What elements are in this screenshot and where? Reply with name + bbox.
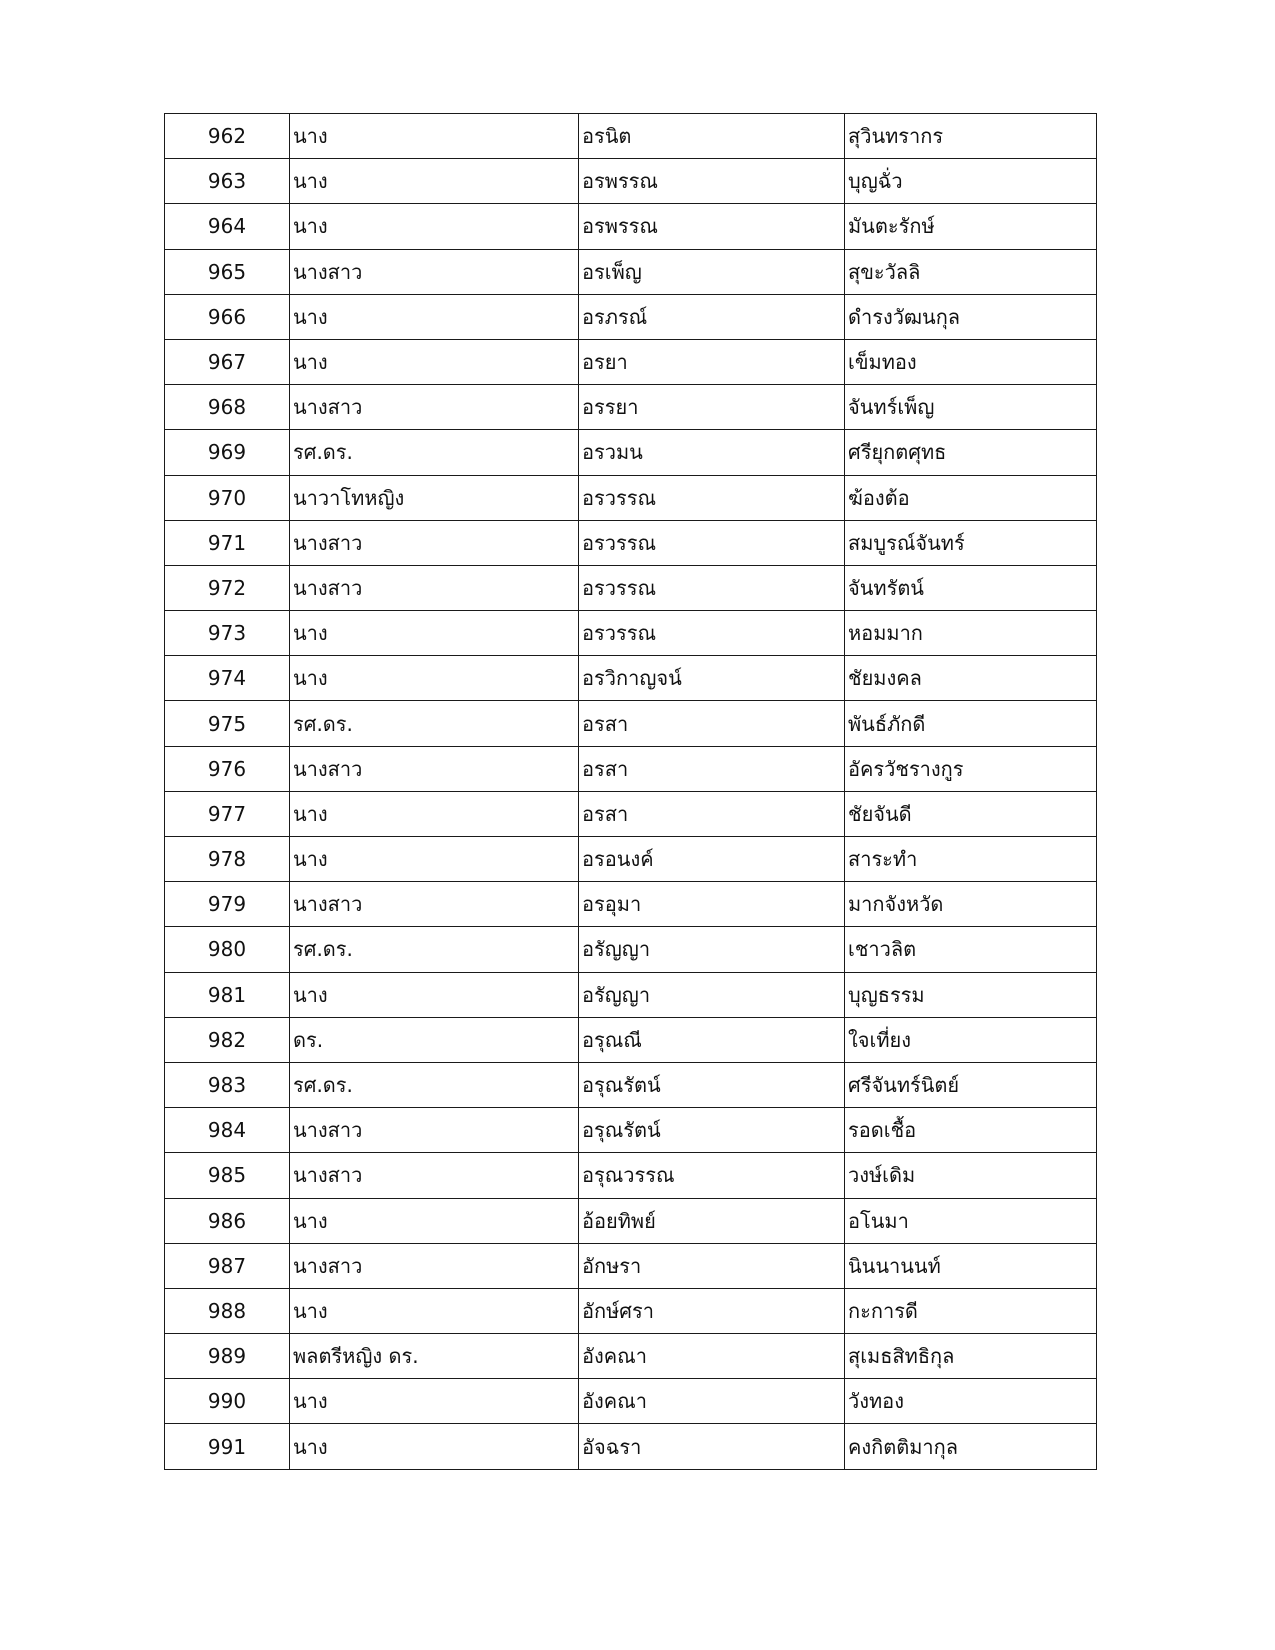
last-name-cell: บุญฉั่ว	[845, 159, 1097, 204]
table-row	[165, 430, 1097, 475]
name-list-table	[164, 113, 1097, 1470]
row-number-cell: 982	[165, 1017, 290, 1062]
title-prefix-cell: นางสาว	[290, 385, 579, 430]
table-row	[165, 1153, 1097, 1198]
last-name-cell: อัครวัชรางกูร	[845, 746, 1097, 791]
title-prefix-cell: นาง	[290, 791, 579, 836]
first-name-cell: อรสา	[579, 701, 845, 746]
title-prefix-cell: นางสาว	[290, 520, 579, 565]
title-prefix-cell: นางสาว	[290, 882, 579, 927]
row-number-cell: 965	[165, 249, 290, 294]
table-row	[165, 520, 1097, 565]
last-name-cell: ใจเที่ยง	[845, 1017, 1097, 1062]
last-name-cell: ศรีจันทร์นิตย์	[845, 1062, 1097, 1107]
first-name-cell: อรนิต	[579, 114, 845, 159]
first-name-cell: อรวมน	[579, 430, 845, 475]
table-row	[165, 1379, 1097, 1424]
first-name-cell: อักษรา	[579, 1243, 845, 1288]
table-row	[165, 791, 1097, 836]
row-number-cell: 968	[165, 385, 290, 430]
title-prefix-cell: นาง	[290, 294, 579, 339]
title-prefix-cell: รศ.ดร.	[290, 927, 579, 972]
title-prefix-cell: นาง	[290, 159, 579, 204]
table-row	[165, 114, 1097, 159]
first-name-cell: อรยา	[579, 339, 845, 384]
last-name-cell: ดำรงวัฒนกุล	[845, 294, 1097, 339]
last-name-cell: รอดเชื้อ	[845, 1108, 1097, 1153]
last-name-cell: สาระทำ	[845, 837, 1097, 882]
row-number-cell: 974	[165, 656, 290, 701]
last-name-cell: จันทร์เพ็ญ	[845, 385, 1097, 430]
table-row	[165, 1334, 1097, 1379]
title-prefix-cell: นาง	[290, 611, 579, 656]
first-name-cell: อรัญญา	[579, 972, 845, 1017]
title-prefix-cell: นาง	[290, 1379, 579, 1424]
last-name-cell: จันทรัตน์	[845, 565, 1097, 610]
first-name-cell: อรวิกาญจน์	[579, 656, 845, 701]
row-number-cell: 963	[165, 159, 290, 204]
last-name-cell: นินนานนท์	[845, 1243, 1097, 1288]
last-name-cell: เข็มทอง	[845, 339, 1097, 384]
row-number-cell: 985	[165, 1153, 290, 1198]
first-name-cell: อรวรรณ	[579, 475, 845, 520]
last-name-cell: มากจังหวัด	[845, 882, 1097, 927]
first-name-cell: อรัญญา	[579, 927, 845, 972]
title-prefix-cell: รศ.ดร.	[290, 1062, 579, 1107]
first-name-cell: อรุณรัตน์	[579, 1108, 845, 1153]
row-number-cell: 991	[165, 1424, 290, 1469]
last-name-cell: เชาวลิต	[845, 927, 1097, 972]
row-number-cell: 964	[165, 204, 290, 249]
row-number-cell: 977	[165, 791, 290, 836]
last-name-cell: สุวินทรากร	[845, 114, 1097, 159]
first-name-cell: อรพรรณ	[579, 204, 845, 249]
table-row	[165, 972, 1097, 1017]
title-prefix-cell: นาง	[290, 204, 579, 249]
last-name-cell: กะการดี	[845, 1288, 1097, 1333]
title-prefix-cell: นางสาว	[290, 1153, 579, 1198]
last-name-cell: ฆ้องต้อ	[845, 475, 1097, 520]
title-prefix-cell: นาง	[290, 972, 579, 1017]
title-prefix-cell: นางสาว	[290, 746, 579, 791]
table-row	[165, 1108, 1097, 1153]
table-row	[165, 475, 1097, 520]
last-name-cell: สมบูรณ์จันทร์	[845, 520, 1097, 565]
title-prefix-cell: นางสาว	[290, 565, 579, 610]
row-number-cell: 972	[165, 565, 290, 610]
row-number-cell: 975	[165, 701, 290, 746]
title-prefix-cell: รศ.ดร.	[290, 701, 579, 746]
last-name-cell: บุญธรรม	[845, 972, 1097, 1017]
row-number-cell: 979	[165, 882, 290, 927]
last-name-cell: วงษ์เดิม	[845, 1153, 1097, 1198]
table-row	[165, 249, 1097, 294]
title-prefix-cell: นาง	[290, 656, 579, 701]
name-list-body	[165, 114, 1097, 1470]
row-number-cell: 987	[165, 1243, 290, 1288]
row-number-cell: 983	[165, 1062, 290, 1107]
title-prefix-cell: นาง	[290, 1198, 579, 1243]
first-name-cell: อังคณา	[579, 1334, 845, 1379]
first-name-cell: อ้อยทิพย์	[579, 1198, 845, 1243]
first-name-cell: อัจฉรา	[579, 1424, 845, 1469]
first-name-cell: อรเพ็ญ	[579, 249, 845, 294]
title-prefix-cell: นางสาว	[290, 1243, 579, 1288]
row-number-cell: 986	[165, 1198, 290, 1243]
last-name-cell: พันธ์ภักดี	[845, 701, 1097, 746]
row-number-cell: 969	[165, 430, 290, 475]
first-name-cell: อรอนงค์	[579, 837, 845, 882]
row-number-cell: 978	[165, 837, 290, 882]
last-name-cell: วังทอง	[845, 1379, 1097, 1424]
first-name-cell: อรวรรณ	[579, 611, 845, 656]
last-name-cell: ชัยจันดี	[845, 791, 1097, 836]
row-number-cell: 984	[165, 1108, 290, 1153]
title-prefix-cell: นาง	[290, 339, 579, 384]
table-row	[165, 294, 1097, 339]
row-number-cell: 971	[165, 520, 290, 565]
first-name-cell: อรสา	[579, 746, 845, 791]
last-name-cell: สุเมธสิทธิกุล	[845, 1334, 1097, 1379]
row-number-cell: 962	[165, 114, 290, 159]
last-name-cell: ชัยมงคล	[845, 656, 1097, 701]
first-name-cell: อรภรณ์	[579, 294, 845, 339]
table-row	[165, 1198, 1097, 1243]
last-name-cell: ศรียุกตศุทธ	[845, 430, 1097, 475]
first-name-cell: อรุณณี	[579, 1017, 845, 1062]
table-row	[165, 701, 1097, 746]
title-prefix-cell: ดร.	[290, 1017, 579, 1062]
row-number-cell: 976	[165, 746, 290, 791]
title-prefix-cell: พลตรีหญิง ดร.	[290, 1334, 579, 1379]
table-row	[165, 1017, 1097, 1062]
table-row	[165, 385, 1097, 430]
first-name-cell: อรวรรณ	[579, 565, 845, 610]
first-name-cell: อรพรรณ	[579, 159, 845, 204]
table-row	[165, 1243, 1097, 1288]
table-row	[165, 1062, 1097, 1107]
title-prefix-cell: นาง	[290, 1424, 579, 1469]
first-name-cell: อรวรรณ	[579, 520, 845, 565]
last-name-cell: อโนมา	[845, 1198, 1097, 1243]
row-number-cell: 967	[165, 339, 290, 384]
first-name-cell: อักษ์ศรา	[579, 1288, 845, 1333]
table-row	[165, 656, 1097, 701]
title-prefix-cell: นาง	[290, 837, 579, 882]
row-number-cell: 970	[165, 475, 290, 520]
table-row	[165, 882, 1097, 927]
first-name-cell: อรุณวรรณ	[579, 1153, 845, 1198]
first-name-cell: อรอุมา	[579, 882, 845, 927]
row-number-cell: 981	[165, 972, 290, 1017]
table-row	[165, 565, 1097, 610]
first-name-cell: อรุณรัตน์	[579, 1062, 845, 1107]
table-row	[165, 159, 1097, 204]
row-number-cell: 989	[165, 1334, 290, 1379]
table-row	[165, 1288, 1097, 1333]
first-name-cell: อรสา	[579, 791, 845, 836]
first-name-cell: อรรยา	[579, 385, 845, 430]
table-row	[165, 927, 1097, 972]
title-prefix-cell: รศ.ดร.	[290, 430, 579, 475]
title-prefix-cell: นาง	[290, 114, 579, 159]
row-number-cell: 973	[165, 611, 290, 656]
row-number-cell: 990	[165, 1379, 290, 1424]
last-name-cell: มันตะรักษ์	[845, 204, 1097, 249]
table-row	[165, 746, 1097, 791]
table-row	[165, 611, 1097, 656]
row-number-cell: 980	[165, 927, 290, 972]
title-prefix-cell: นาง	[290, 1288, 579, 1333]
title-prefix-cell: นาวาโทหญิง	[290, 475, 579, 520]
table-row	[165, 837, 1097, 882]
last-name-cell: คงกิตติมากุล	[845, 1424, 1097, 1469]
table-row	[165, 1424, 1097, 1469]
table-row	[165, 204, 1097, 249]
table-row	[165, 339, 1097, 384]
last-name-cell: สุขะวัลลิ	[845, 249, 1097, 294]
row-number-cell: 966	[165, 294, 290, 339]
last-name-cell: หอมมาก	[845, 611, 1097, 656]
title-prefix-cell: นางสาว	[290, 1108, 579, 1153]
first-name-cell: อังคณา	[579, 1379, 845, 1424]
title-prefix-cell: นางสาว	[290, 249, 579, 294]
row-number-cell: 988	[165, 1288, 290, 1333]
